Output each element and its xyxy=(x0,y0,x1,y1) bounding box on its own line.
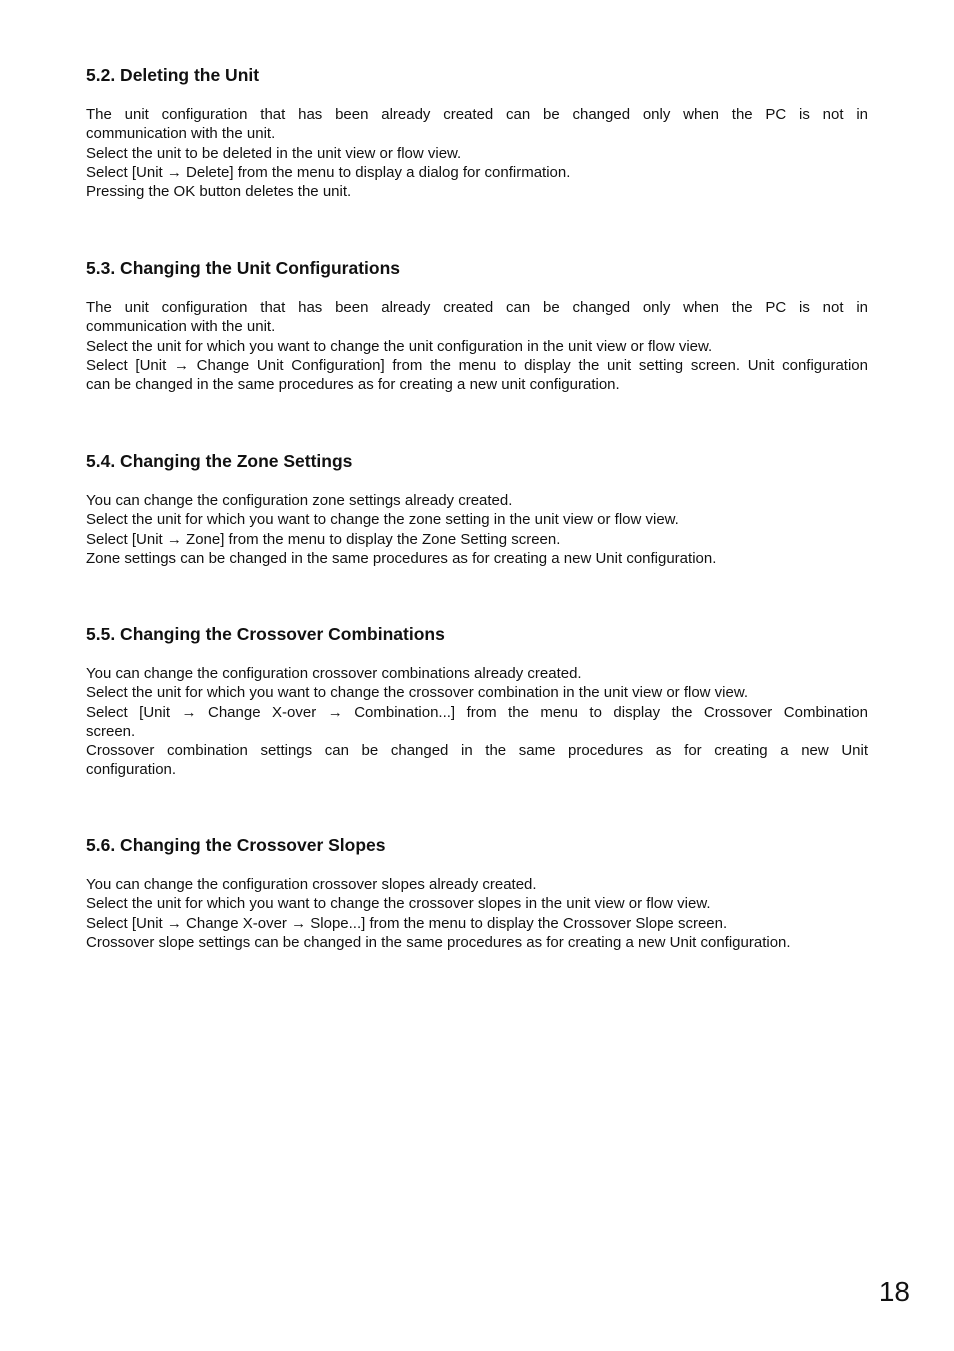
section-body xyxy=(86,491,868,568)
paragraph-line: You can change the configuration crossover combinations already created. xyxy=(86,665,582,682)
section-changing-crossover-slopes xyxy=(86,835,868,952)
paragraph-line: Select [Unit → Delete] from the menu to display a dialog for confirmation. xyxy=(86,163,571,181)
section-body xyxy=(86,664,868,780)
paragraph-line: Select the unit for which you want to change the crossover slopes in the unit view or flow view. xyxy=(86,895,711,913)
section-deleting-unit xyxy=(86,65,868,201)
paragraph-line: Zone settings can be changed in the same procedures as for creating a new Unit configuration. xyxy=(86,549,717,567)
paragraph-line: Pressing the OK button deletes the unit. xyxy=(86,183,352,201)
paragraph-line: Crossover slope settings can be changed in the same procedures as for creating a new Unit configuration. xyxy=(86,933,791,951)
paragraph-line: communication with the unit. xyxy=(86,125,276,143)
paragraph-line: configuration. xyxy=(86,761,177,779)
paragraph-line: communication with the unit. xyxy=(86,318,276,336)
paragraph-line: Select [Unit → Change X-over → Combination...] from the menu to display the Crossover Combination xyxy=(86,703,868,721)
paragraph-line: Select the unit for which you want to change the unit configuration in the unit view or flow view. xyxy=(86,337,713,355)
section-body xyxy=(86,298,868,394)
paragraph-line: You can change the configuration zone settings already created. xyxy=(86,492,513,509)
paragraph-line: Select the unit to be deleted in the unit view or flow view. xyxy=(86,144,462,162)
paragraph-line: The unit configuration that has been already created can be changed only when the PC is not in xyxy=(86,106,868,123)
section-heading: 5.5. Changing the Crossover Combinations xyxy=(86,624,445,644)
section-heading: 5.4. Changing the Zone Settings xyxy=(86,451,353,471)
paragraph-line: can be changed in the same procedures as for creating a new unit configuration. xyxy=(86,376,620,394)
section-body xyxy=(86,105,868,201)
section-body xyxy=(86,875,868,952)
paragraph-line: Select [Unit → Zone] from the menu to display the Zone Setting screen. xyxy=(86,530,561,548)
paragraph-line: screen. xyxy=(86,722,136,740)
paragraph-line: Crossover combination settings can be changed in the same procedures as for creating a new Unit xyxy=(86,742,868,760)
paragraph-line: Select [Unit → Change X-over → Slope...] from the menu to display the Crossover Slope screen. xyxy=(86,914,728,932)
paragraph-line: Select [Unit → Change Unit Configuration] from the menu to display the unit setting screen. Unit configuration xyxy=(86,356,868,374)
section-heading: 5.6. Changing the Crossover Slopes xyxy=(86,835,386,855)
section-changing-zone-settings xyxy=(86,451,868,568)
paragraph-line: You can change the configuration crossover slopes already created. xyxy=(86,876,537,893)
section-changing-crossover-combinations xyxy=(86,624,868,780)
section-changing-unit-configurations xyxy=(86,258,868,394)
page-number: 18 xyxy=(878,1276,910,1307)
section-heading: 5.2. Deleting the Unit xyxy=(86,65,260,85)
paragraph-line: Select the unit for which you want to change the crossover combination in the unit view or flow view. xyxy=(86,684,749,702)
section-heading: 5.3. Changing the Unit Configurations xyxy=(86,258,401,278)
paragraph-line: The unit configuration that has been already created can be changed only when the PC is not in xyxy=(86,299,868,316)
paragraph-line: Select the unit for which you want to change the zone setting in the unit view or flow view. xyxy=(86,511,679,529)
